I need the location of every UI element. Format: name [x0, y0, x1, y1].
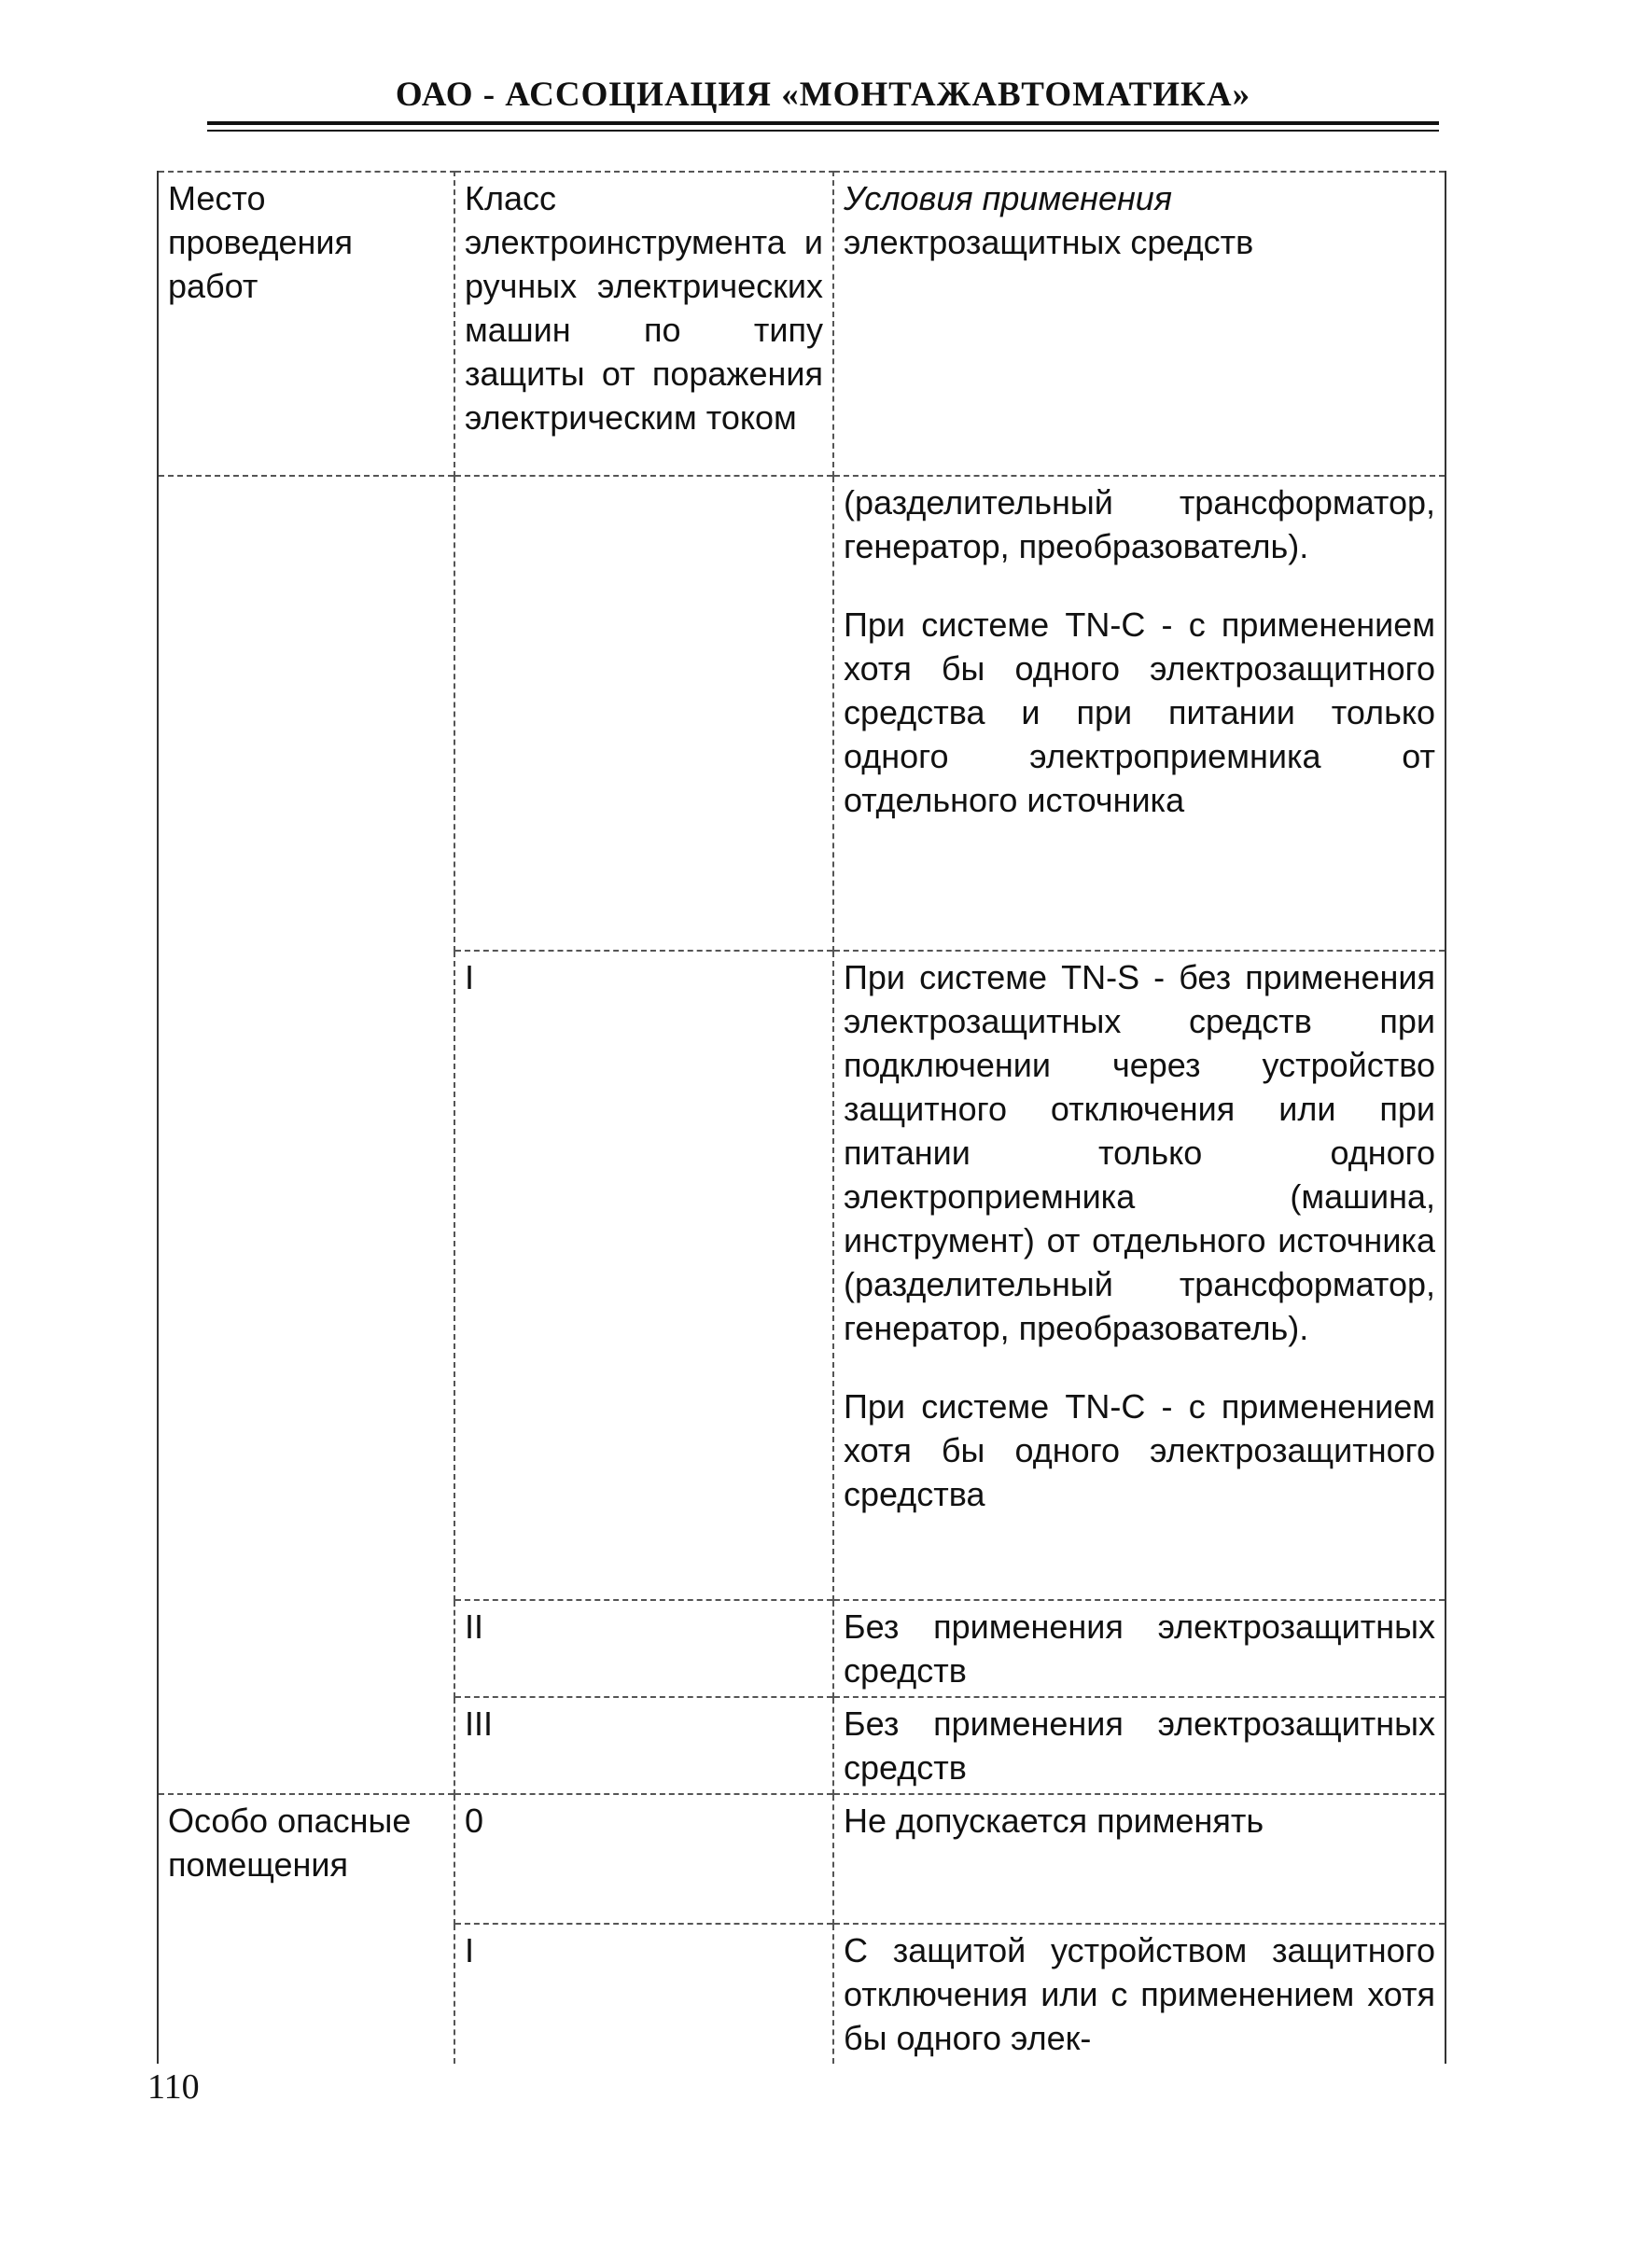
- row2-place: [158, 951, 454, 1600]
- row2-class: I: [454, 951, 833, 1600]
- header-cell-class: Класс электроинструмента и ручных электрических машин по типу защиты от поражения электрическим током: [454, 172, 833, 476]
- row3-conditions: Без применения электрозащитных средств: [833, 1600, 1445, 1697]
- page-number: 110: [147, 2067, 200, 2107]
- row2-conditions-para1: [844, 955, 1435, 1350]
- table-row: [158, 951, 1445, 1600]
- row5-class: 0: [454, 1794, 833, 1924]
- header-rule-thin: [207, 130, 1439, 132]
- table-row: [158, 1600, 1445, 1697]
- row3-class: II: [454, 1600, 833, 1697]
- row4-place: [158, 1697, 454, 1794]
- header-rule-thick: [207, 121, 1439, 125]
- table-row: [158, 476, 1445, 951]
- row6-conditions: С защитой устройством защитного отключения или с применением хотя бы одного элек-: [833, 1924, 1445, 2064]
- table-row: [158, 1697, 1445, 1794]
- row2-conditions-para1-text: При системе TN-S - без применения электрозащитных средств при подключении через устройство защитного отключения или при питании только одного электроприемника (машина, инструмент) от отдельного источника (разделительный трансформатор, генератор, преобразователь).: [844, 958, 1435, 1347]
- table-row: [158, 1794, 1445, 1924]
- header-conditions-line1: Условия применения: [844, 179, 1173, 217]
- row1-place: [158, 476, 454, 951]
- header-conditions-line2: электрозащитных средств: [844, 223, 1254, 261]
- conditions-table: [157, 171, 1446, 2064]
- page-header-title: ОАО - АССОЦИАЦИЯ «МОНТАЖАВТОМАТИКА»: [395, 76, 1251, 114]
- row6-place: [158, 1924, 454, 2064]
- row6-class: I: [454, 1924, 833, 2064]
- row1-class: [454, 476, 833, 951]
- row2-conditions: [833, 951, 1445, 1600]
- row1-conditions: [833, 476, 1445, 951]
- row4-class: III: [454, 1697, 833, 1794]
- row2-conditions-para2: При системе TN-C - с применением хотя бы одного электрозащитного средства: [844, 1387, 1435, 1513]
- row1-conditions-para1: (разделительный трансформатор, генератор, преобразователь).: [844, 483, 1435, 565]
- row1-conditions-para2: При системе TN-C - с применением хотя бы одного электрозащитного средства и при питании только одного электроприемника от отдельного источника: [844, 605, 1435, 819]
- row3-place: [158, 1600, 454, 1697]
- table-header-row: [158, 172, 1445, 476]
- header-cell-conditions: [833, 172, 1445, 476]
- table-row: [158, 1924, 1445, 2064]
- row5-place: Особо опасные помещения: [158, 1794, 454, 1924]
- row4-conditions: Без применения электрозащитных средств: [833, 1697, 1445, 1794]
- row5-conditions: Не допускается применять: [833, 1794, 1445, 1924]
- header-cell-place: Место проведения работ: [158, 172, 454, 476]
